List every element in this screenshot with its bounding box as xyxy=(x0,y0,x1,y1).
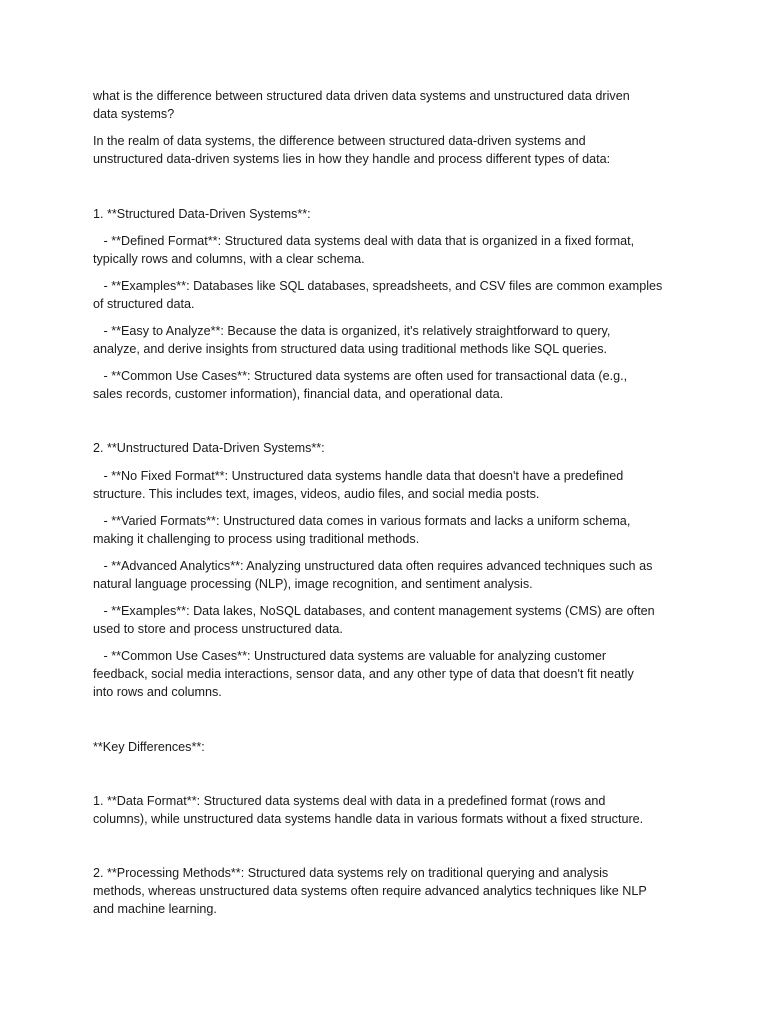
bullet-line: - **Examples**: Data lakes, NoSQL databases, and content management systems (CMS) are often xyxy=(93,604,655,618)
bullet-line: analyze, and derive insights from structured data using traditional methods like SQL queries. xyxy=(93,342,608,356)
question-line: what is the difference between structured data driven data systems and unstructured data driven xyxy=(93,89,630,103)
bullet-line: natural language processing (NLP), image recognition, and sentiment analysis. xyxy=(93,577,533,591)
numbered-line: columns), while unstructured data systems handle data in various formats without a fixed structure. xyxy=(93,812,644,826)
bullet-line: feedback, social media interactions, sensor data, and any other type of data that doesn't fit neatly xyxy=(93,667,634,681)
numbered-line: 2. **Processing Methods**: Structured data systems rely on traditional querying and analysis xyxy=(93,866,609,880)
section-heading: 2. **Unstructured Data-Driven Systems**: xyxy=(93,441,325,455)
bullet-line: - **Defined Format**: Structured data systems deal with data that is organized in a fixed format, xyxy=(93,234,635,248)
bullet-line: sales records, customer information), financial data, and operational data. xyxy=(93,387,504,401)
bullet-line: used to store and process unstructured data. xyxy=(93,622,343,636)
bullet-line: into rows and columns. xyxy=(93,685,222,699)
bullet-line: making it challenging to process using traditional methods. xyxy=(93,532,420,546)
intro-line: unstructured data-driven systems lies in how they handle and process different types of data: xyxy=(93,152,611,166)
bullet-line: structure. This includes text, images, videos, audio files, and social media posts. xyxy=(93,487,540,501)
bullet-line: - **Common Use Cases**: Structured data systems are often used for transactional data (e.g., xyxy=(93,369,628,383)
bullet-line: of structured data. xyxy=(93,297,195,311)
numbered-line: 1. **Data Format**: Structured data systems deal with data in a predefined format (rows and xyxy=(93,794,606,808)
bullet-line: - **Easy to Analyze**: Because the data is organized, it's relatively straightforward to query, xyxy=(93,324,611,338)
intro-line: In the realm of data systems, the difference between structured data-driven systems and xyxy=(93,134,586,148)
section-heading: 1. **Structured Data-Driven Systems**: xyxy=(93,207,311,221)
section-heading: **Key Differences**: xyxy=(93,740,205,754)
bullet-line: - **No Fixed Format**: Unstructured data systems handle data that doesn't have a predefined xyxy=(93,469,624,483)
bullet-line: - **Varied Formats**: Unstructured data comes in various formats and lacks a uniform schema, xyxy=(93,514,631,528)
bullet-line: - **Common Use Cases**: Unstructured data systems are valuable for analyzing customer xyxy=(93,649,607,663)
question-line: data systems? xyxy=(93,107,175,121)
bullet-line: - **Advanced Analytics**: Analyzing unstructured data often requires advanced techniques such as xyxy=(93,559,653,573)
numbered-line: and machine learning. xyxy=(93,902,217,916)
bullet-line: typically rows and columns, with a clear schema. xyxy=(93,252,365,266)
bullet-line: - **Examples**: Databases like SQL databases, spreadsheets, and CSV files are common examples xyxy=(93,279,663,293)
numbered-line: methods, whereas unstructured data systems often require advanced analytics techniques like NLP xyxy=(93,884,647,898)
